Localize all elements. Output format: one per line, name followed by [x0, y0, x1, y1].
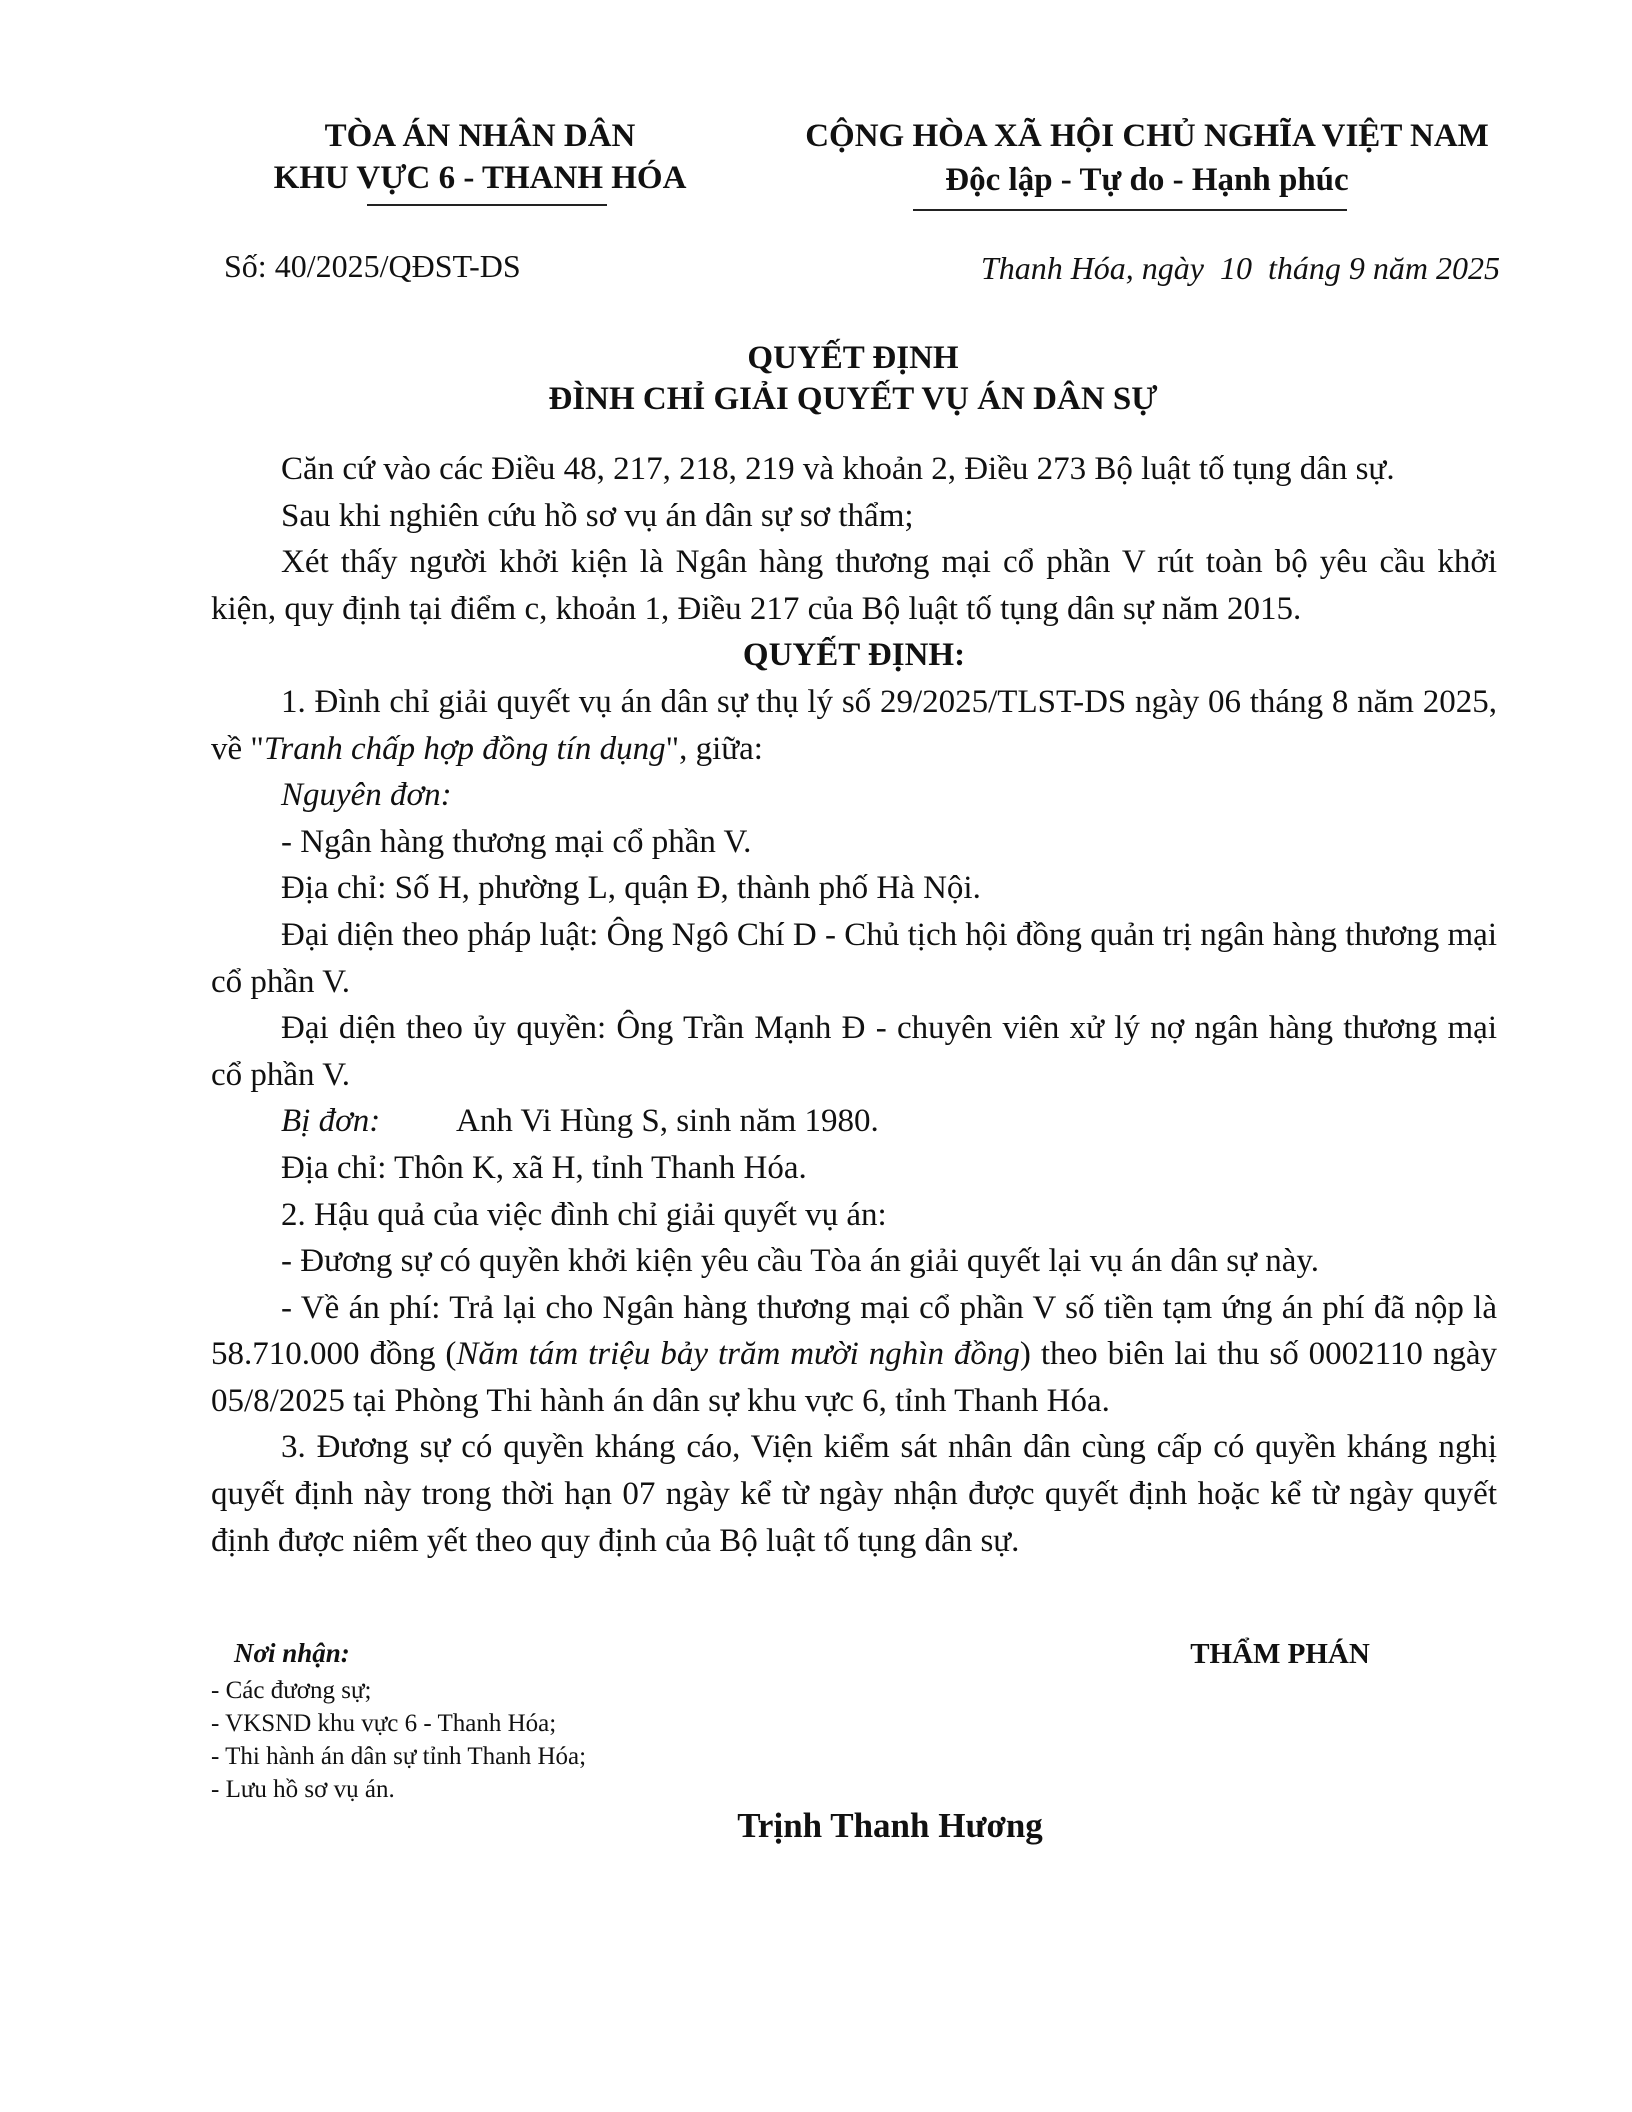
- date-place: Thanh Hóa, ngày 10 tháng 9 năm 2025: [980, 250, 1500, 286]
- paragraph: Căn cứ vào các Điều 48, 217, 218, 219 và khoản 2, Điều 273 Bộ luật tố tụng dân sự.: [281, 451, 1395, 487]
- recipient-item: - VKSND khu vực 6 - Thanh Hóa;: [211, 1710, 557, 1737]
- subtitle: ĐÌNH CHỈ GIẢI QUYẾT VỤ ÁN DÂN SỰ: [548, 381, 1158, 417]
- amount-in-words: Năm tám triệu bảy trăm mười nghìn đồng: [456, 1336, 1020, 1373]
- text: 1. Đình chỉ giải quyết vụ án dân sự thụ lý số 29/2025/TLST-DS ngày 06 tháng 8 năm 2025, về ": [211, 683, 1497, 767]
- paragraph: Địa chỉ: Thôn K, xã H, tỉnh Thanh Hóa.: [281, 1149, 807, 1186]
- recipients-list: [211, 1674, 586, 1806]
- divider: [913, 209, 1347, 211]
- paragraph: Xét thấy người khởi kiện là Ngân hàng thương mại cổ phần V rút toàn bộ yêu cầu khởi kiện, quy định tại điểm c, khoản 1, Điều 217 của Bộ luật tố tụng dân sự năm 2015.: [211, 544, 1497, 627]
- paragraph: Sau khi nghiên cứu hồ sơ vụ án dân sự sơ thẩm;: [281, 497, 914, 534]
- signer-title: THẨM PHÁN: [1190, 1638, 1370, 1670]
- signer-name: Trịnh Thanh Hương: [737, 1806, 1043, 1845]
- recipients-label: Nơi nhận:: [234, 1638, 350, 1668]
- paragraph: [211, 1098, 1497, 1145]
- divider: [367, 204, 607, 206]
- recipient-item: - Lưu hồ sơ vụ án.: [211, 1776, 395, 1803]
- motto: Độc lập - Tự do - Hạnh phúc: [945, 162, 1349, 198]
- paragraph: - Đương sự có quyền khởi kiện yêu cầu Tòa án giải quyết lại vụ án dân sự này.: [281, 1243, 1319, 1280]
- country-name: CỘNG HÒA XÃ HỘI CHỦ NGHĨA VIỆT NAM: [805, 118, 1489, 154]
- paragraph: 2. Hậu quả của việc đình chỉ giải quyết vụ án:: [281, 1196, 887, 1233]
- paragraph: [211, 772, 1497, 819]
- paragraph: [211, 679, 1497, 772]
- paragraph: 3. Đương sự có quyền kháng cáo, Viện kiểm sát nhân dân cùng cấp có quyền kháng nghị quyết định này trong thời hạn 07 ngày kể từ ngày nhận được quyết định hoặc kể từ ngày quyết định được niêm yết theo quy định của Bộ luật tố tụng dân sự.: [211, 1429, 1497, 1559]
- paragraph: - Ngân hàng thương mại cổ phần V.: [281, 823, 752, 860]
- text: ", giữa:: [665, 730, 763, 767]
- defendant-label: Bị đơn:: [281, 1103, 381, 1140]
- document-number: Số: 40/2025/QĐST-DS: [224, 248, 521, 284]
- recipient-item: - Thi hành án dân sự tỉnh Thanh Hóa;: [211, 1743, 587, 1770]
- case-type: Tranh chấp hợp đồng tín dụng: [263, 730, 666, 767]
- paragraph: Đại diện theo ủy quyền: Ông Trần Mạnh Đ - chuyên viên xử lý nợ ngân hàng thương mại cổ phần V.: [211, 1010, 1497, 1093]
- text: - Về án phí: Trả lại cho Ngân hàng thương mại cổ phần V số tiền tạm ứng án phí đã nộp là 58.710.000 đồng (: [211, 1289, 1497, 1373]
- title: QUYẾT ĐỊNH: [747, 340, 959, 376]
- text: ) theo biên lai thu số 0002110 ngày 05/8/2025 tại Phòng Thi hành án dân sự khu vực 6, tỉnh Thanh Hóa.: [211, 1336, 1497, 1419]
- court-name: TÒA ÁN NHÂN DÂN: [324, 118, 636, 154]
- decision-heading: QUYẾT ĐỊNH:: [742, 637, 966, 674]
- paragraph: Địa chỉ: Số H, phường L, quận Đ, thành phố Hà Nội.: [281, 870, 981, 907]
- paragraph: [211, 1285, 1497, 1425]
- plaintiff-label: Nguyên đơn:: [281, 777, 452, 814]
- defendant: Anh Vi Hùng S, sinh năm 1980.: [456, 1103, 879, 1140]
- court-region: KHU VỰC 6 - THANH HÓA: [273, 160, 687, 196]
- recipient-item: - Các đương sự;: [211, 1677, 372, 1704]
- paragraph: Đại diện theo pháp luật: Ông Ngô Chí D - Chủ tịch hội đồng quản trị ngân hàng thương mại cổ phần V.: [211, 916, 1497, 1000]
- document-body: [211, 446, 1497, 1564]
